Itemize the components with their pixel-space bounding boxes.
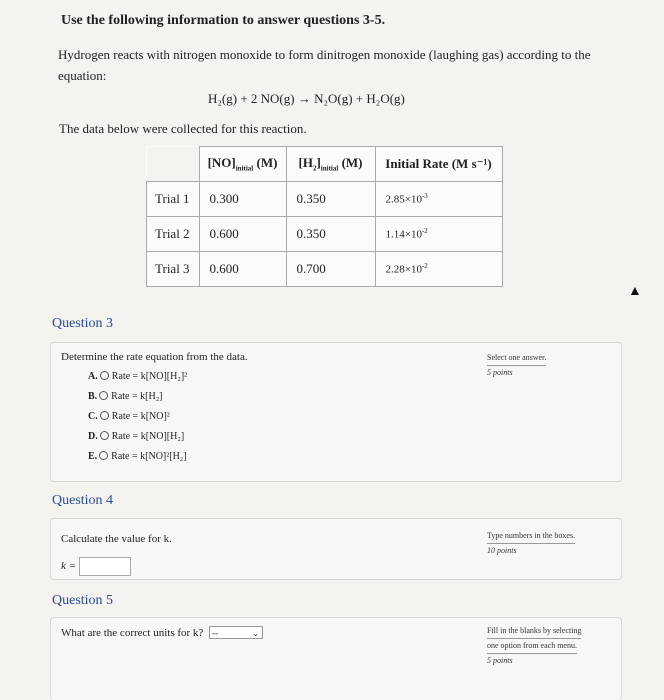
header-h2-unit: (M) [338, 155, 363, 171]
option-text: Rate = k[NO][H₂] [111, 431, 185, 442]
question-4-title: Question 4 [52, 493, 114, 508]
q5-instruction-2: one option from each menu. [487, 639, 577, 654]
rate-base: 2.85×10 [385, 193, 422, 206]
header-h2-sub2: 2 [312, 164, 317, 173]
rate-exp: -3 [421, 192, 428, 201]
question-4-panel [50, 518, 622, 580]
data-note: The data below were collected for this reaction. [59, 121, 307, 136]
trial-label: Trial 1 [147, 182, 200, 217]
rate-value [375, 217, 502, 252]
q4-instruction: Type numbers in the boxes. [487, 529, 575, 544]
question-5-title: Question 5 [52, 593, 114, 608]
question-3-prompt: Determine the rate equation from the data. [61, 351, 248, 363]
radio-icon[interactable] [99, 391, 108, 400]
radio-icon[interactable] [99, 451, 108, 460]
q3-points: 5 points [487, 368, 513, 377]
rate-value [375, 252, 502, 287]
header-h2 [286, 147, 375, 182]
option-letter: A. [88, 371, 98, 382]
no-value: 0.600 [199, 252, 286, 287]
header-no-sub: initial [235, 164, 254, 173]
trial-label: Trial 2 [147, 217, 200, 252]
question-3-title: Question 3 [52, 316, 114, 331]
question-3-side-info [487, 351, 627, 380]
rate-base: 1.14×10 [385, 228, 422, 241]
rate-exp: -2 [421, 227, 428, 236]
chevron-down-icon: ⌄ [252, 629, 259, 638]
mouse-cursor-icon: ▲ [628, 284, 642, 299]
option-d[interactable] [88, 431, 184, 442]
option-text: Rate = k[NO]²[H₂] [111, 451, 187, 462]
table-header-row [147, 147, 503, 182]
h2-value: 0.700 [286, 252, 375, 287]
q4-points: 10 points [487, 546, 517, 555]
header-no-unit: (M) [253, 155, 278, 171]
option-letter: D. [88, 431, 98, 442]
header-no-main: [NO] [207, 155, 236, 171]
question-5-panel [50, 617, 622, 700]
intro-text: Hydrogen reacts with nitrogen monoxide to form dinitrogen monoxide (laughing gas) according to the equation: [58, 47, 591, 83]
option-a[interactable] [88, 371, 187, 382]
rate-base: 2.28×10 [385, 263, 422, 276]
units-select-value: -- [212, 628, 218, 638]
q5-points: 5 points [487, 656, 513, 665]
header-h2-main: [H [298, 155, 313, 171]
option-letter: E. [88, 451, 98, 462]
h2-value: 0.350 [286, 217, 375, 252]
option-letter: B. [88, 391, 98, 402]
option-text: Rate = k[NO][H₂]² [111, 371, 188, 382]
units-select[interactable] [209, 626, 263, 639]
table-row [147, 252, 503, 287]
table-row [147, 217, 503, 252]
q3-instruction: Select one answer. [487, 351, 546, 366]
no-value: 0.300 [199, 182, 286, 217]
option-c[interactable] [88, 411, 170, 422]
radio-icon[interactable] [100, 411, 109, 420]
option-b[interactable] [88, 391, 163, 402]
h2-value: 0.350 [286, 182, 375, 217]
question-5-prompt: What are the correct units for k? [61, 627, 204, 639]
option-text: Rate = k[H₂] [111, 391, 163, 402]
rate-value [375, 182, 502, 217]
header-no [199, 147, 286, 182]
table-row [147, 182, 503, 217]
no-value: 0.600 [199, 217, 286, 252]
question-4-side-info [487, 529, 627, 558]
radio-icon[interactable] [100, 371, 109, 380]
rate-exp: -2 [421, 262, 428, 271]
k-label: k = [61, 560, 77, 572]
trial-label: Trial 3 [147, 252, 200, 287]
option-e[interactable] [88, 451, 187, 462]
question-4-prompt: Calculate the value for k. [61, 533, 172, 545]
radio-icon[interactable] [100, 431, 109, 440]
rate-data-table [146, 146, 503, 287]
q5-instruction-1: Fill in the blanks by selecting [487, 624, 581, 639]
k-input[interactable] [79, 557, 131, 576]
header-h2-close: ] [316, 155, 321, 171]
table-corner [147, 147, 200, 182]
question-5-side-info [487, 624, 627, 668]
option-text: Rate = k[NO]² [111, 411, 170, 422]
reaction-equation: H₂(g) + 2 NO(g) → N₂O(g) + H₂O(g) [208, 91, 405, 106]
header-h2-sub: initial [320, 164, 339, 173]
header-rate: Initial Rate (M s⁻¹) [375, 147, 502, 182]
page-heading: Use the following information to answer questions 3-5. [61, 13, 386, 28]
option-letter: C. [88, 411, 98, 422]
